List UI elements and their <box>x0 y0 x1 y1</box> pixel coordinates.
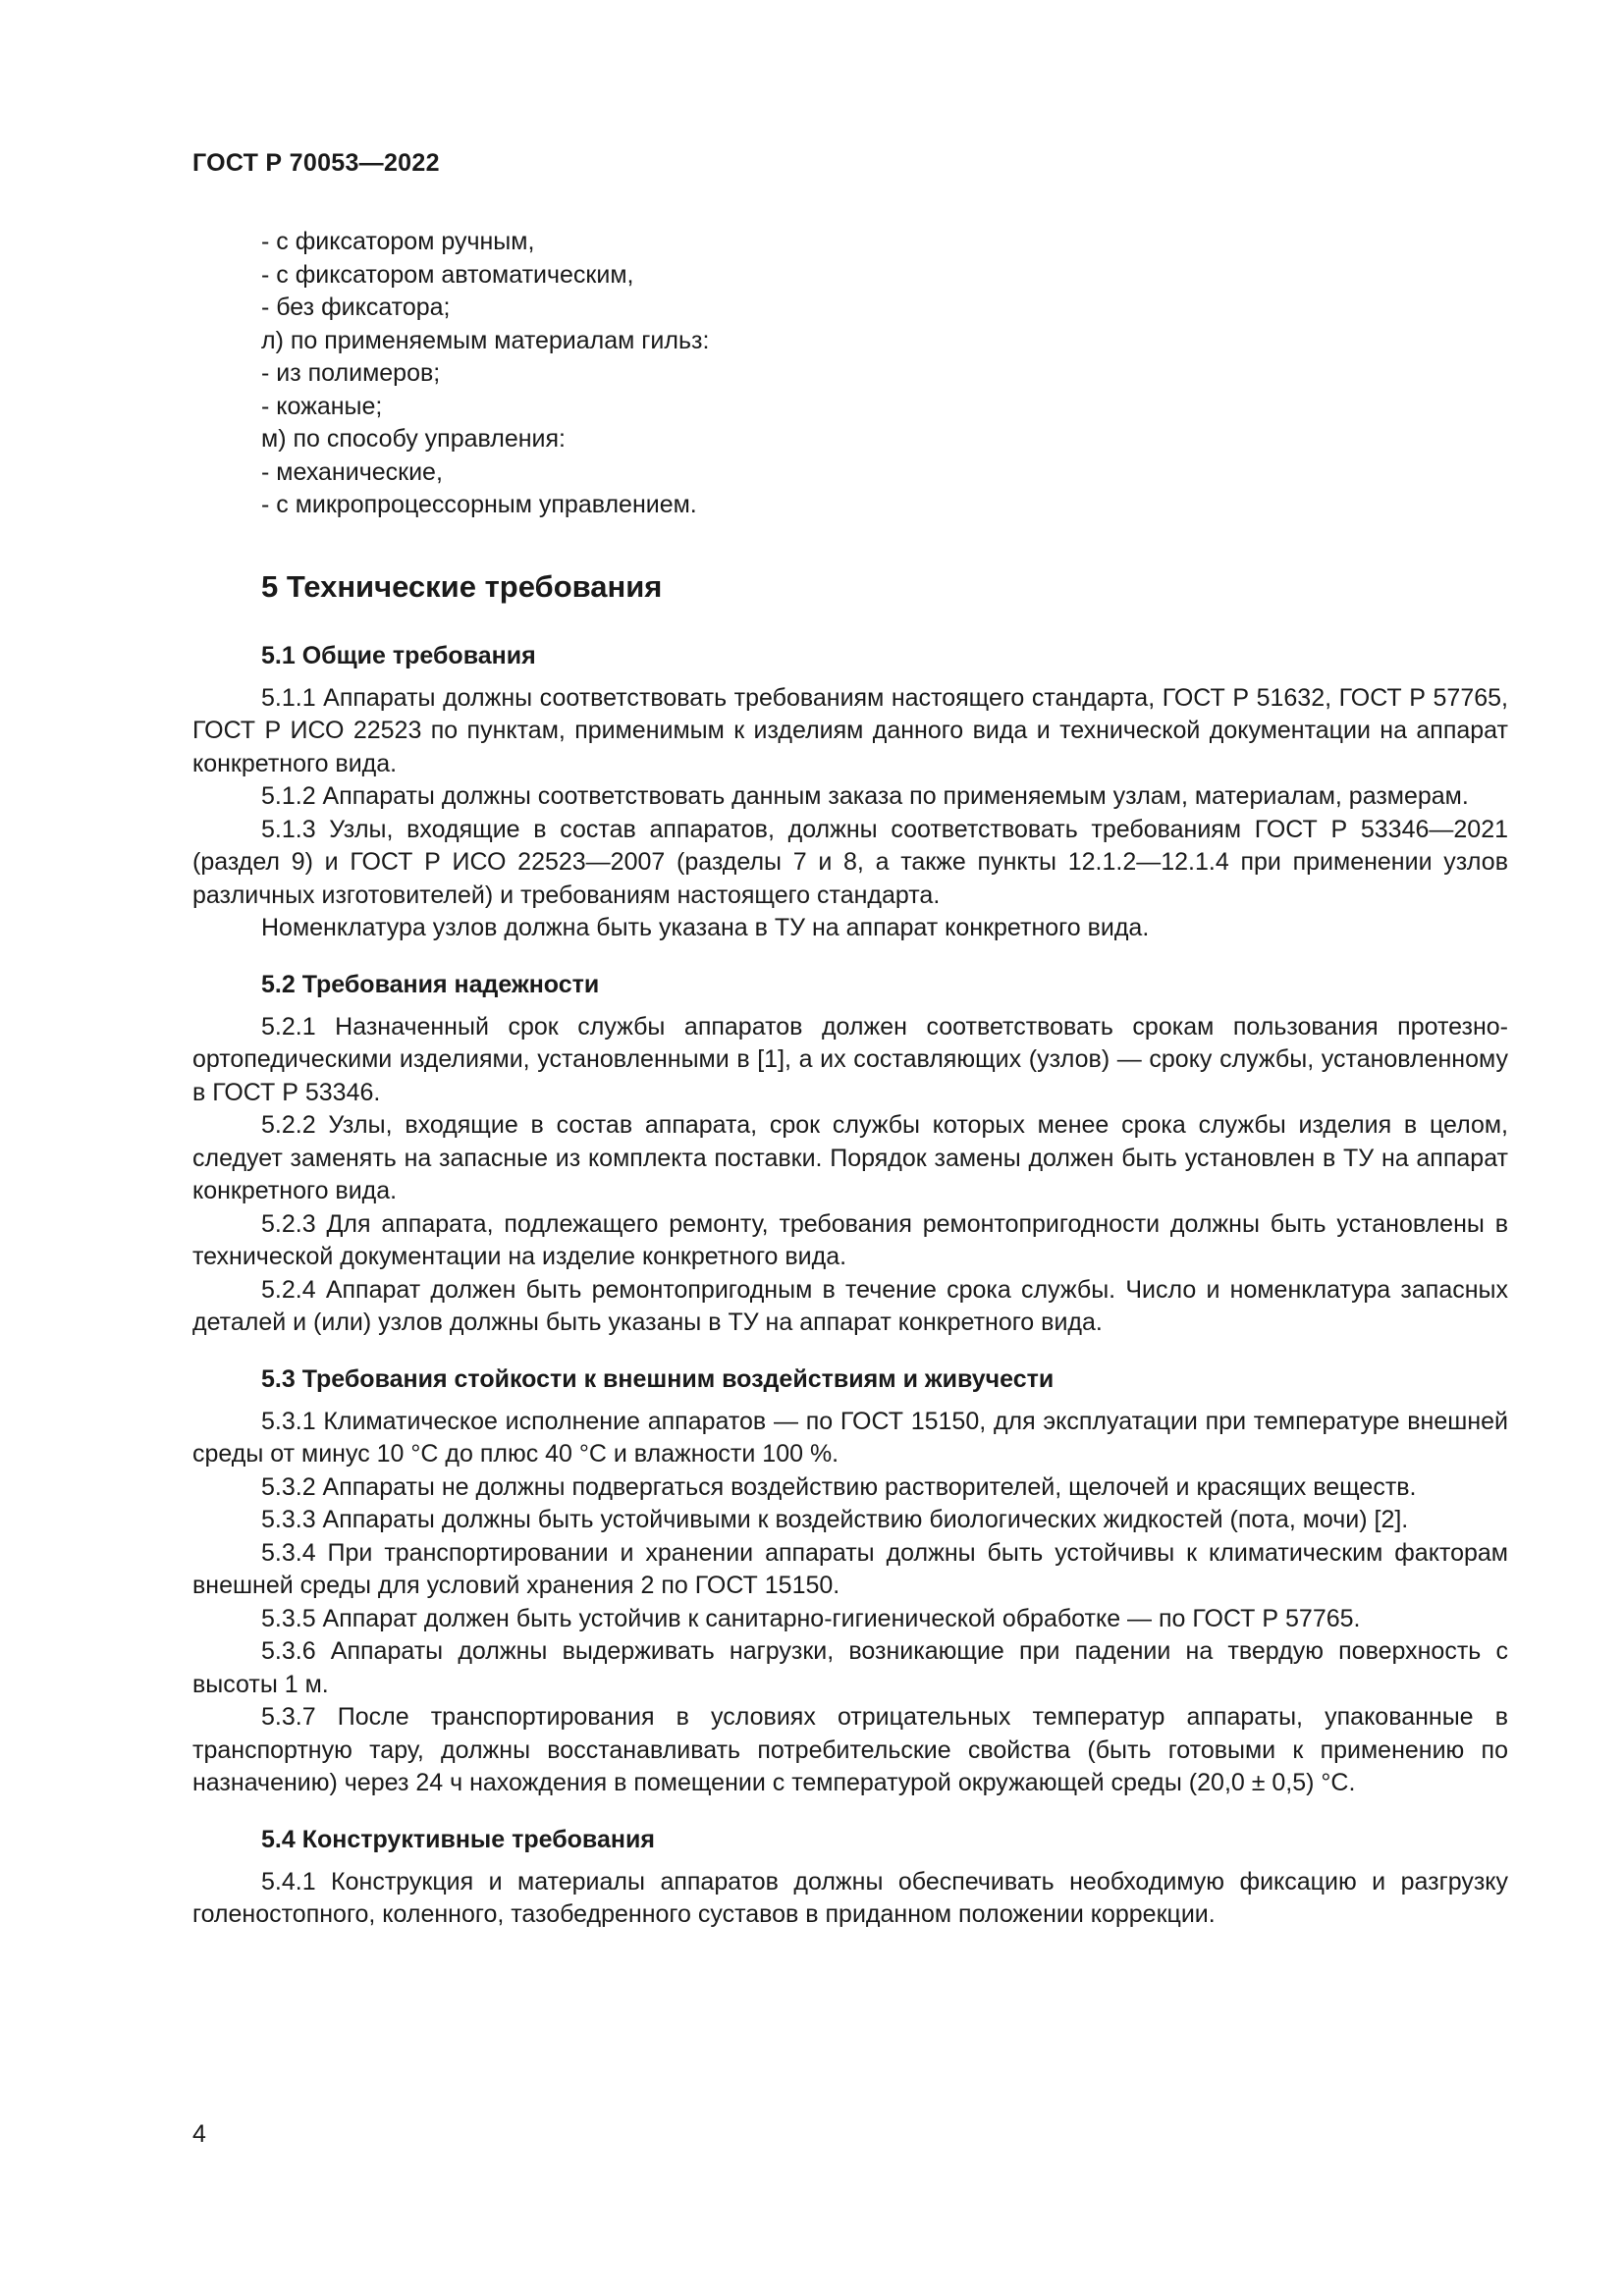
classification-list <box>192 226 1508 522</box>
paragraph-5-2-3: 5.2.3 Для аппарата, подлежащего ремонту, требования ремонтопригодности должны быть установлены в технической документации на изделие конкретного вида. <box>192 1209 1508 1270</box>
list-item: - с микропроцессорным управлением. <box>261 491 697 518</box>
subsection-5-1-title: 5.1 Общие требования <box>261 641 536 669</box>
paragraph-5-3-4: 5.3.4 При транспортировании и хранении аппараты должны быть устойчивы к климатическим факторам внешней среды для условий хранения 2 по ГОСТ 15150. <box>192 1538 1508 1599</box>
paragraph-5-2-2: 5.2.2 Узлы, входящие в состав аппарата, срок службы которых менее срока службы изделия в целом, следует заменять на запасные из комплекта поставки. Порядок замены должен быть установлен в ТУ на аппарат конкретного вида. <box>192 1111 1508 1204</box>
paragraph-5-3-6: 5.3.6 Аппараты должны выдерживать нагрузки, возникающие при падении на твердую поверхность с высоты 1 м. <box>192 1637 1508 1698</box>
page-content <box>192 226 1508 1932</box>
paragraph-5-3-1: 5.3.1 Климатическое исполнение аппаратов — по ГОСТ 15150, для эксплуатации при температуре внешней среды от минус 10 °С до плюс 40 °С и влажности 100 %. <box>192 1407 1508 1468</box>
paragraph-5-2-1: 5.2.1 Назначенный срок службы аппаратов должен соответствовать срокам пользования протезно-ортопедическими изделиями, установленными в [1], а их составляющих (узлов) — сроку службы, установленному в ГОСТ Р 53346. <box>192 1012 1508 1106</box>
subsection-5-4-title: 5.4 Конструктивные требования <box>261 1825 655 1853</box>
page-number: 4 <box>192 2120 206 2148</box>
list-item: - механические, <box>261 457 443 486</box>
list-item: м) по способу управления: <box>261 425 566 453</box>
list-item: - без фиксатора; <box>261 294 451 321</box>
subsection-5-3-title: 5.3 Требования стойкости к внешним воздействиям и живучести <box>261 1364 1055 1393</box>
paragraph-5-1-3: 5.1.3 Узлы, входящие в состав аппаратов, должны соответствовать требованиям ГОСТ Р 53346—2021 (раздел 9) и ГОСТ Р ИСО 22523—2007 (разделы 7 и 8, а также пункты 12.1.2—12.1.4 при применении узлов различных изготовителей) и требованиям настоящего стандарта. <box>192 815 1508 909</box>
list-item: - с фиксатором ручным, <box>261 228 535 255</box>
list-item: - с фиксатором автоматическим, <box>261 260 634 289</box>
subsection-5-2-title: 5.2 Требования надежности <box>261 970 600 998</box>
paragraph-5-3-2: 5.3.2 Аппараты не должны подвергаться воздействию растворителей, щелочей и красящих веществ. <box>261 1472 1417 1501</box>
paragraph-5-4-1: 5.4.1 Конструкция и материалы аппаратов должны обеспечивать необходимую фиксацию и разгрузку голеностопного, коленного, тазобедренного суставов в приданном положении коррекции. <box>192 1867 1508 1928</box>
paragraph-5-3-7: 5.3.7 После транспортирования в условиях отрицательных температур аппараты, упакованные в транспортную тару, должны восстанавливать потребительские свойства (быть готовыми к применению по назначению) через 24 ч нахождения в помещении с температурой окружающей среды (20,0 ± 0,5) °С. <box>192 1703 1508 1796</box>
paragraph-5-2-4: 5.2.4 Аппарат должен быть ремонтопригодным в течение срока службы. Число и номенклатура запасных деталей и (или) узлов должны быть указаны в ТУ на аппарат конкретного вида. <box>192 1275 1508 1336</box>
section-5-title: 5 Технические требования <box>261 568 663 604</box>
paragraph-5-3-5: 5.3.5 Аппарат должен быть устойчив к санитарно-гигиенической обработке — по ГОСТ Р 57765. <box>261 1604 1361 1632</box>
list-item: - из полимеров; <box>261 359 441 387</box>
paragraph-5-1-3-note: Номенклатура узлов должна быть указана в ТУ на аппарат конкретного вида. <box>261 914 1150 941</box>
list-item: л) по применяемым материалам гильз: <box>261 326 710 354</box>
list-item: - кожаные; <box>261 392 383 420</box>
paragraph-5-3-3: 5.3.3 Аппараты должны быть устойчивыми к воздействию биологических жидкостей (пота, мочи) [2]. <box>261 1506 1409 1533</box>
document-header: ГОСТ Р 70053—2022 <box>192 149 440 177</box>
paragraph-5-1-2: 5.1.2 Аппараты должны соответствовать данным заказа по применяемым узлам, материалам, размерам. <box>261 782 1469 810</box>
paragraph-5-1-1: 5.1.1 Аппараты должны соответствовать требованиям настоящего стандарта, ГОСТ Р 51632, ГОСТ Р 57765, ГОСТ Р ИСО 22523 по пунктам, применимым к изделиям данного вида и технической документации на аппарат конкретного вида. <box>192 683 1508 777</box>
